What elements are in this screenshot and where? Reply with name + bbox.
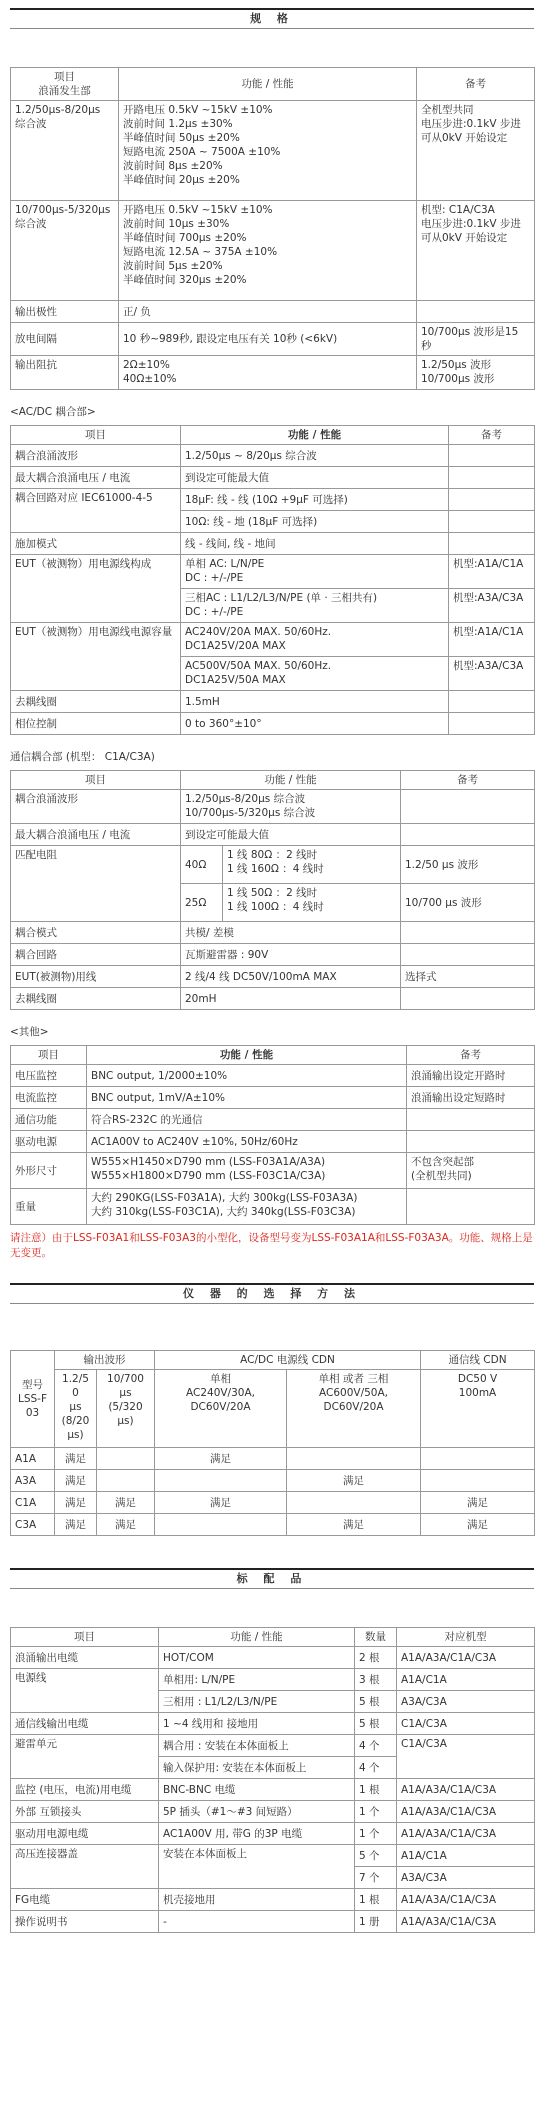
table-cell: 0 to 360°±10° bbox=[181, 713, 449, 735]
table-cell: A1A/A3A/C1A/C3A bbox=[397, 1647, 535, 1669]
table-cell: 1 个 bbox=[355, 1801, 397, 1823]
table-header: AC/DC 电源线 CDN bbox=[155, 1351, 421, 1370]
table-cell: 满足 bbox=[421, 1514, 535, 1536]
table-cell: 单相 AC: L/N/PE DC : +/-/PE bbox=[181, 555, 449, 589]
table-cell: W555×H1450×D790 mm (LSS-F03A1A/A3A) W555×H1800×D790 mm (LSS-F03C1A/C3A) bbox=[87, 1153, 407, 1189]
table-header: 功能 / 性能 bbox=[87, 1046, 407, 1065]
table-cell: AC1A00V to AC240V ±10%, 50Hz/60Hz bbox=[87, 1131, 407, 1153]
acdc-table bbox=[10, 425, 535, 735]
table-cell: 2 根 bbox=[355, 1647, 397, 1669]
table-cell: 去耦线圈 bbox=[11, 691, 181, 713]
selection-heading: 仪 器 的 选 择 方 法 bbox=[10, 1283, 534, 1304]
selection-table bbox=[10, 1350, 535, 1536]
table-header: 输出波形 bbox=[55, 1351, 155, 1370]
table-header: 备考 bbox=[407, 1046, 535, 1065]
table-cell: 5 个 bbox=[355, 1845, 397, 1867]
table-cell: 通信功能 bbox=[11, 1109, 87, 1131]
table-header: 项目 bbox=[11, 1046, 87, 1065]
table-cell: 输出阻抗 bbox=[11, 356, 119, 390]
table-cell: 机型:A3A/C3A bbox=[449, 589, 535, 623]
comm-table bbox=[10, 770, 535, 1010]
table-cell: 1 册 bbox=[355, 1911, 397, 1933]
table-cell: 到设定可能最大值 bbox=[181, 824, 401, 846]
table-header: 备考 bbox=[401, 771, 535, 790]
table-cell: 耦合模式 bbox=[11, 922, 181, 944]
table-cell: 10/700 μs 波形 bbox=[401, 884, 535, 922]
table-cell: C1A/C3A bbox=[397, 1713, 535, 1735]
spec-heading: 规 格 bbox=[10, 8, 534, 29]
table-cell: 瓦斯避雷器 : 90V bbox=[181, 944, 401, 966]
table-cell bbox=[407, 1189, 535, 1225]
table-cell: 1 根 bbox=[355, 1889, 397, 1911]
table-cell: 2 线/4 线 DC50V/100mA MAX bbox=[181, 966, 401, 988]
acdc-label: <AC/DC 耦合部> bbox=[10, 406, 96, 418]
table-cell: A1A/C1A bbox=[397, 1669, 535, 1691]
table-cell: FG电缆 bbox=[11, 1889, 159, 1911]
table-cell: AC500V/50A MAX. 50/60Hz. DC1A25V/50A MAX bbox=[181, 657, 449, 691]
table-cell: 最大耦合浪涌电压 / 电流 bbox=[11, 824, 181, 846]
table-cell: A3A/C3A bbox=[397, 1691, 535, 1713]
table-cell: 不包含突起部 (全机型共同) bbox=[407, 1153, 535, 1189]
generator-table bbox=[10, 67, 535, 390]
table-cell: 1 ~4 线用和 接地用 bbox=[159, 1713, 355, 1735]
table-cell: 1 根 bbox=[355, 1779, 397, 1801]
table-cell: 1 线 80Ω ：2 线时 1 线 160Ω ：4 线时 bbox=[223, 846, 401, 884]
table-cell: A1A/A3A/C1A/C3A bbox=[397, 1801, 535, 1823]
table-cell: A3A/C3A bbox=[397, 1867, 535, 1889]
table-header: 功能 / 性能 bbox=[181, 426, 449, 445]
table-cell: 施加模式 bbox=[11, 533, 181, 555]
notice-text: 请注意）由于LSS-F03A1和LSS-F03A3的小型化，设备型号变为LSS-F03A1A和LSS-F03A3A。功能、规格上是无变更。 bbox=[10, 1232, 533, 1259]
table-cell: 10/700μs 波形是15 秒 bbox=[417, 323, 535, 356]
table-cell: 10/700μs-5/320μs 综合波 bbox=[11, 201, 119, 301]
table-cell: 驱动用电源电缆 bbox=[11, 1823, 159, 1845]
table-cell: 1.2/50 μs 波形 bbox=[401, 846, 535, 884]
table-cell: 1 个 bbox=[355, 1823, 397, 1845]
table-cell: 满足 bbox=[55, 1470, 97, 1492]
table-cell: 10 秒~989秒, 跟设定电压有关 10秒 (<6kV) bbox=[119, 323, 417, 356]
table-cell: 外部 互锁接头 bbox=[11, 1801, 159, 1823]
table-cell: 1.2/50μs 波形 10/700μs 波形 bbox=[417, 356, 535, 390]
table-cell: 全机型共同 电压步进:0.1kV 步进 可从0kV 开始设定 bbox=[417, 101, 535, 201]
table-cell bbox=[407, 1109, 535, 1131]
table-cell: 5 根 bbox=[355, 1713, 397, 1735]
table-cell: 满足 bbox=[287, 1514, 421, 1536]
table-cell: 满足 bbox=[55, 1448, 97, 1470]
table-cell: 耦合浪涌波形 bbox=[11, 445, 181, 467]
other-table bbox=[10, 1045, 535, 1225]
table-cell: 开路电压 0.5kV ~15kV ±10% 波前时间 10μs ±30% 半峰值时间 700μs ±20% 短路电流 12.5A ~ 375A ±10% 波前时间 5μs ±20% 半峰值时间 320μs ±20% bbox=[119, 201, 417, 301]
table-cell: 40Ω bbox=[181, 846, 223, 884]
table-cell: 满足 bbox=[55, 1492, 97, 1514]
table-header: 备考 bbox=[449, 426, 535, 445]
table-cell: C3A bbox=[11, 1514, 55, 1536]
table-cell: C1A/C3A bbox=[397, 1735, 535, 1779]
table-cell: - bbox=[159, 1911, 355, 1933]
table-cell: 20mH bbox=[181, 988, 401, 1010]
table-cell: 驱动电源 bbox=[11, 1131, 87, 1153]
table-cell: 放电间隔 bbox=[11, 323, 119, 356]
table-cell: 相位控制 bbox=[11, 713, 181, 735]
table-cell: 1.2/50μs ~ 8/20μs 综合波 bbox=[181, 445, 449, 467]
table-cell: 满足 bbox=[287, 1470, 421, 1492]
table-cell bbox=[287, 1492, 421, 1514]
table-cell: 10Ω: 线 - 地 (18μF 可选择) bbox=[181, 511, 449, 533]
table-cell: 满足 bbox=[97, 1492, 155, 1514]
table-cell: BNC output, 1mV/A±10% bbox=[87, 1087, 407, 1109]
table-cell: 1.5mH bbox=[181, 691, 449, 713]
table-cell: 耦合浪涌波形 bbox=[11, 790, 181, 824]
table-header: 数量 bbox=[355, 1628, 397, 1647]
table-cell: 避雷单元 bbox=[11, 1735, 159, 1779]
table-cell: 机型: C1A/C3A 电压步进:0.1kV 步进 可从0kV 开始设定 bbox=[417, 201, 535, 301]
table-cell: 最大耦合浪涌电压 / 电流 bbox=[11, 467, 181, 489]
table-cell: C1A bbox=[11, 1492, 55, 1514]
table-cell bbox=[97, 1448, 155, 1470]
table-cell: 操作说明书 bbox=[11, 1911, 159, 1933]
table-cell: 通信线输出电缆 bbox=[11, 1713, 159, 1735]
accessories-heading: 标 配 品 bbox=[10, 1568, 534, 1589]
table-header: 10/700 μs (5/320 μs) bbox=[97, 1370, 155, 1448]
table-cell: 到设定可能最大值 bbox=[181, 467, 449, 489]
table-cell: 4 个 bbox=[355, 1735, 397, 1757]
table-cell: BNC output, 1/2000±10% bbox=[87, 1065, 407, 1087]
table-cell: 监控 (电压，电流)用电缆 bbox=[11, 1779, 159, 1801]
table-cell: AC240V/20A MAX. 50/60Hz. DC1A25V/20A MAX bbox=[181, 623, 449, 657]
table-cell: A1A/C1A bbox=[397, 1845, 535, 1867]
table-cell: 2Ω±10% 40Ω±10% bbox=[119, 356, 417, 390]
table-cell: 电压监控 bbox=[11, 1065, 87, 1087]
table-cell: 三相AC : L1/L2/L3/N/PE (单 · 三相共有) DC : +/-/PE bbox=[181, 589, 449, 623]
table-cell: 耦合回路对应 IEC61000-4-5 bbox=[11, 489, 181, 533]
table-cell: 满足 bbox=[155, 1492, 287, 1514]
table-cell: 重量 bbox=[11, 1189, 87, 1225]
table-cell: A1A/A3A/C1A/C3A bbox=[397, 1889, 535, 1911]
table-cell: A1A bbox=[11, 1448, 55, 1470]
table-cell: 符合RS-232C 的光通信 bbox=[87, 1109, 407, 1131]
table-header: 项目 浪涌发生部 bbox=[11, 68, 119, 101]
table-cell: 4 个 bbox=[355, 1757, 397, 1779]
table-cell: 满足 bbox=[155, 1448, 287, 1470]
table-cell: 5 根 bbox=[355, 1691, 397, 1713]
other-label: <其他> bbox=[10, 1026, 49, 1038]
table-cell: 5P 插头（#1～#3 间短路） bbox=[159, 1801, 355, 1823]
table-cell: EUT（被测物）用电源线构成 bbox=[11, 555, 181, 623]
table-header: DC50 V 100mA bbox=[421, 1370, 535, 1448]
table-cell: 电流监控 bbox=[11, 1087, 87, 1109]
table-header: 1.2/50 μs (8/20 μs) bbox=[55, 1370, 97, 1448]
table-cell: 7 个 bbox=[355, 1867, 397, 1889]
table-header: 备考 bbox=[417, 68, 535, 101]
accessories-table bbox=[10, 1627, 535, 1933]
table-cell: 浪涌输出设定开路时 bbox=[407, 1065, 535, 1087]
table-cell: AC1A00V 用, 带G 的3P 电缆 bbox=[159, 1823, 355, 1845]
table-cell: 单相用: L/N/PE bbox=[159, 1669, 355, 1691]
table-cell: 18μF: 线 - 线 (10Ω +9μF 可选择) bbox=[181, 489, 449, 511]
table-cell: 1 线 50Ω ：2 线时 1 线 100Ω ：4 线时 bbox=[223, 884, 401, 922]
comm-label: 通信耦合部 (机型： C1A/C3A) bbox=[10, 751, 155, 763]
table-cell: 满足 bbox=[421, 1492, 535, 1514]
table-cell bbox=[287, 1448, 421, 1470]
table-cell: 线 - 线间, 线 - 地间 bbox=[181, 533, 449, 555]
table-cell: 高压连接器盖 bbox=[11, 1845, 159, 1889]
table-cell: 输出极性 bbox=[11, 301, 119, 323]
table-cell: 匹配电阻 bbox=[11, 846, 181, 922]
table-cell: 机型:A1A/C1A bbox=[449, 555, 535, 589]
table-cell: 安装在本体面板上 bbox=[159, 1845, 355, 1889]
table-header: 功能 / 性能 bbox=[119, 68, 417, 101]
table-cell: 1.2/50μs-8/20μs 综合波 bbox=[11, 101, 119, 201]
table-cell bbox=[155, 1514, 287, 1536]
table-cell: 耦合回路 bbox=[11, 944, 181, 966]
table-header: 单相 AC240V/30A, DC60V/20A bbox=[155, 1370, 287, 1448]
table-cell: 三相用 : L1/L2/L3/N/PE bbox=[159, 1691, 355, 1713]
table-cell bbox=[417, 301, 535, 323]
table-cell: 浪涌输出电缆 bbox=[11, 1647, 159, 1669]
table-cell: EUT（被测物）用电源线电源容量 bbox=[11, 623, 181, 691]
table-header: 项目 bbox=[11, 1628, 159, 1647]
table-cell: 机型:A1A/C1A bbox=[449, 623, 535, 657]
table-cell bbox=[407, 1131, 535, 1153]
table-cell: A1A/A3A/C1A/C3A bbox=[397, 1779, 535, 1801]
table-cell bbox=[155, 1470, 287, 1492]
table-header: 单相 或者 三相 AC600V/50A, DC60V/20A bbox=[287, 1370, 421, 1448]
table-cell: 开路电压 0.5kV ~15kV ±10% 波前时间 1.2μs ±30% 半峰值时间 50μs ±20% 短路电流 250A ~ 7500A ±10% 波前时间 8μs ±20% 半峰值时间 20μs ±20% bbox=[119, 101, 417, 201]
table-cell: 共模/ 差模 bbox=[181, 922, 401, 944]
table-cell bbox=[97, 1470, 155, 1492]
table-cell: 输入保护用: 安装在本体面板上 bbox=[159, 1757, 355, 1779]
table-cell: HOT/COM bbox=[159, 1647, 355, 1669]
table-cell: 1.2/50μs-8/20μs 综合波 10/700μs-5/320μs 综合波 bbox=[181, 790, 401, 824]
table-cell: EUT(被测物)用线 bbox=[11, 966, 181, 988]
table-cell: 满足 bbox=[55, 1514, 97, 1536]
table-cell: 大约 290KG(LSS-F03A1A), 大约 300kg(LSS-F03A3A) 大约 310kg(LSS-F03C1A), 大约 340kg(LSS-F03C3A) bbox=[87, 1189, 407, 1225]
table-header: 通信线 CDN bbox=[421, 1351, 535, 1370]
table-header: 功能 / 性能 bbox=[181, 771, 401, 790]
table-cell bbox=[421, 1470, 535, 1492]
table-cell: 3 根 bbox=[355, 1669, 397, 1691]
table-cell bbox=[421, 1448, 535, 1470]
table-cell: 满足 bbox=[97, 1514, 155, 1536]
table-cell: A1A/A3A/C1A/C3A bbox=[397, 1823, 535, 1845]
table-cell: 外形尺寸 bbox=[11, 1153, 87, 1189]
table-header: 项目 bbox=[11, 426, 181, 445]
table-header: 项目 bbox=[11, 771, 181, 790]
table-header: 功能 / 性能 bbox=[159, 1628, 355, 1647]
table-header: 型号 LSS-F03 bbox=[11, 1351, 55, 1448]
table-cell: 机壳接地用 bbox=[159, 1889, 355, 1911]
table-cell: 去耦线圈 bbox=[11, 988, 181, 1010]
table-cell: A3A bbox=[11, 1470, 55, 1492]
table-cell: 耦合用 : 安装在本体面板上 bbox=[159, 1735, 355, 1757]
table-cell: 选择式 bbox=[401, 966, 535, 988]
table-cell: 浪涌输出设定短路时 bbox=[407, 1087, 535, 1109]
table-cell: 机型:A3A/C3A bbox=[449, 657, 535, 691]
table-cell: 25Ω bbox=[181, 884, 223, 922]
table-header: 对应机型 bbox=[397, 1628, 535, 1647]
table-cell: A1A/A3A/C1A/C3A bbox=[397, 1911, 535, 1933]
table-cell: 正/ 负 bbox=[119, 301, 417, 323]
table-cell: 电源线 bbox=[11, 1669, 159, 1713]
table-cell: BNC-BNC 电缆 bbox=[159, 1779, 355, 1801]
